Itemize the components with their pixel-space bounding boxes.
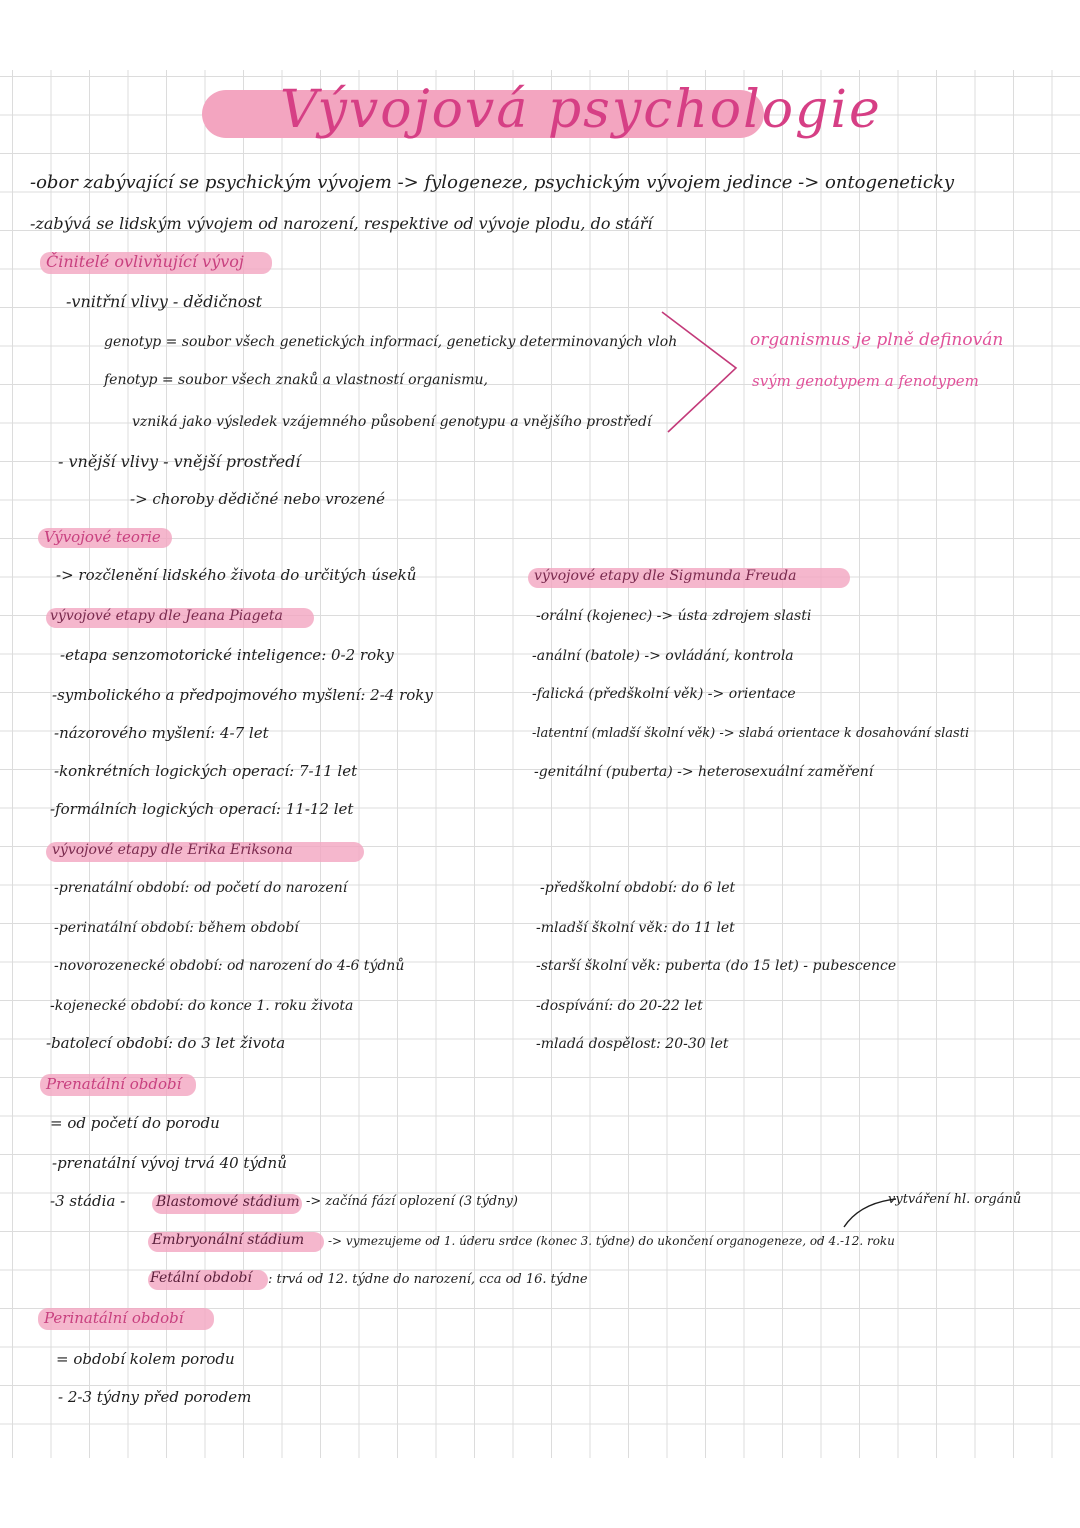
page-title: Vývojová psychologie	[280, 80, 882, 140]
perinatal-heading: Perinatální období	[44, 1309, 184, 1327]
blastoma-stage: Blastomové stádium	[156, 1194, 300, 1210]
factors-heading: Činitelé ovlivňující vývoj	[46, 252, 244, 271]
erikson-right-item: -mladá dospělost: 20-30 let	[536, 1036, 729, 1052]
embryonic-stage: Embryonální stádium	[152, 1232, 305, 1248]
theories-division: -> rozčlenění lidského života do určitých úseků	[56, 566, 417, 584]
conclusion-line-1: organismus je plně definován	[750, 330, 1004, 350]
freud-item: -genitální (puberta) -> heterosexuální zaměření	[534, 764, 874, 780]
erikson-right-item: -dospívání: do 20-22 let	[536, 998, 703, 1014]
piaget-item: -etapa senzomotorické inteligence: 0-2 roky	[60, 646, 394, 664]
perinatal-timing: - 2-3 týdny před porodem	[58, 1388, 252, 1406]
erikson-heading: vývojové etapy dle Erika Eriksona	[52, 842, 293, 858]
internal-influences: -vnitřní vlivy - dědičnost	[66, 292, 262, 311]
prenatal-duration: -prenatální vývoj trvá 40 týdnů	[52, 1154, 287, 1172]
freud-item: -falická (předškolní věk) -> orientace	[532, 686, 796, 702]
erikson-right-item: -předškolní období: do 6 let	[540, 880, 736, 896]
prenatal-definition: = od početí do porodu	[50, 1114, 220, 1132]
prenatal-heading: Prenatální období	[46, 1075, 182, 1093]
bracket-icon	[660, 310, 740, 440]
freud-item: -orální (kojenec) -> ústa zdrojem slasti	[536, 608, 812, 624]
phenotype-definition: fenotyp = soubor všech znaků a vlastností organismu,	[104, 372, 488, 388]
erikson-right-item: -mladší školní věk: do 11 let	[536, 920, 735, 936]
freud-heading: vývojové etapy dle Sigmunda Freuda	[534, 568, 797, 584]
theories-heading: Vývojové teorie	[44, 528, 161, 546]
diseases-note: -> choroby dědičné nebo vrozené	[130, 490, 386, 508]
erikson-left-item: -kojenecké období: do konce 1. roku života	[50, 998, 354, 1014]
organs-side-note: vytváření hl. orgánů	[888, 1192, 1022, 1207]
intro-line-1: -obor zabývající se psychickým vývojem -> fylogeneze, psychickým vývojem jedince -> ontogeneticky	[30, 172, 955, 193]
fetal-stage: Fetální období	[150, 1270, 252, 1286]
external-influences: - vnější vlivy - vnější prostředí	[58, 452, 301, 471]
piaget-heading: vývojové etapy dle Jeana Piageta	[50, 608, 283, 624]
fetal-stage-desc: : trvá od 12. týdne do narození, cca od 16. týdne	[268, 1272, 588, 1287]
freud-item: -anální (batole) -> ovládání, kontrola	[532, 648, 794, 664]
prenatal-stages-prefix: -3 stádia -	[50, 1192, 126, 1210]
erikson-right-item: -starší školní věk: puberta (do 15 let) - pubescence	[536, 958, 897, 974]
piaget-item: -formálních logických operací: 11-12 let	[50, 800, 354, 818]
erikson-left-item: -batolecí období: do 3 let života	[46, 1034, 286, 1052]
piaget-item: -konkrétních logických operací: 7-11 let	[54, 762, 358, 780]
blastoma-stage-desc: -> začíná fází oplození (3 týdny)	[306, 1194, 518, 1209]
piaget-item: -symbolického a předpojmového myšlení: 2-4 roky	[52, 686, 433, 704]
freud-item: -latentní (mladší školní věk) -> slabá orientace k dosahování slasti	[532, 726, 970, 741]
erikson-left-item: -perinatální období: během období	[54, 920, 299, 936]
phenotype-continuation: vzniká jako výsledek vzájemného působení genotypu a vnějšího prostředí	[132, 414, 652, 430]
conclusion-line-2: svým genotypem a fenotypem	[752, 372, 979, 390]
piaget-item: -názorového myšlení: 4-7 let	[54, 724, 269, 742]
intro-line-2: -zabývá se lidským vývojem od narození, respektive od vývoje plodu, do stáří	[30, 214, 653, 233]
genotype-definition: genotyp = soubor všech genetických informací, geneticky determinovaných vloh	[104, 334, 678, 350]
erikson-left-item: -novorozenecké období: od narození do 4-6 týdnů	[54, 958, 405, 974]
perinatal-definition: = období kolem porodu	[56, 1350, 235, 1368]
erikson-left-item: -prenatální období: od početí do narození	[54, 880, 348, 896]
embryonic-stage-desc: -> vymezujeme od 1. úderu srdce (konec 3. týdne) do ukončení organogeneze, od 4.-12. roku	[328, 1234, 895, 1248]
